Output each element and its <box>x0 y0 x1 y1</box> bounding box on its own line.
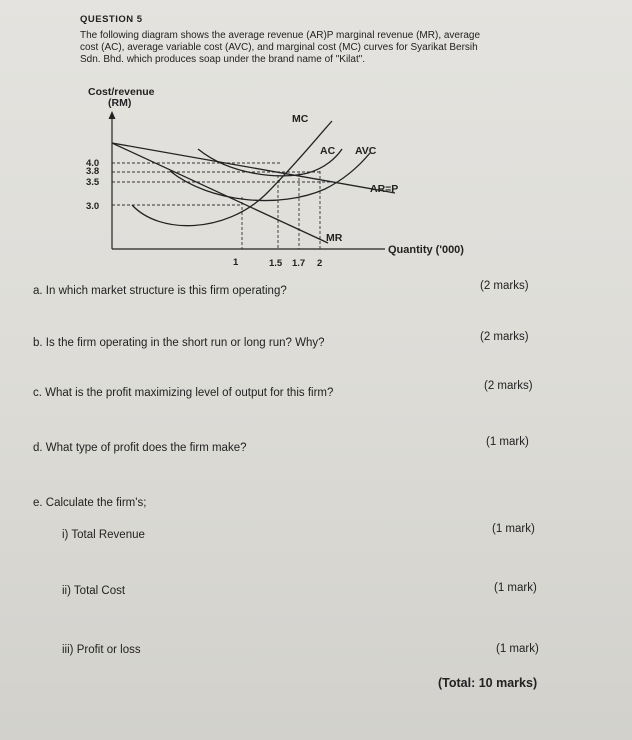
x-axis-label: Quantity ('000) <box>388 244 464 256</box>
mr-label: MR <box>326 232 343 244</box>
marks-b: (2 marks) <box>480 331 529 343</box>
marks-a: (2 marks) <box>480 280 529 292</box>
y-tick-label: 3.8 <box>86 166 100 177</box>
intro-line: The following diagram shows the average revenue (AR)P marginal revenue (MR), average <box>80 30 481 41</box>
y-tick-label: 3.5 <box>86 177 100 188</box>
question-e-i: i) Total Revenue <box>62 529 145 541</box>
x-tick-label: 1 <box>233 257 239 268</box>
y-axis-arrow <box>109 111 116 119</box>
avc-label: AVC <box>355 145 377 157</box>
marks-e-ii: (1 mark) <box>494 582 537 594</box>
avc-curve <box>170 153 370 201</box>
x-tick-label: 2 <box>317 258 323 269</box>
question-b: b. Is the firm operating in the short run or long run? Why? <box>33 337 325 349</box>
question-e-iii: iii) Profit or loss <box>62 644 141 656</box>
y-axis-unit: (RM) <box>108 97 132 109</box>
intro-line: Sdn. Bhd. which produces soap under the brand name of "Kilat". <box>80 54 366 65</box>
question-c: c. What is the profit maximizing level of output for this firm? <box>33 387 334 399</box>
ar-curve <box>112 143 395 193</box>
marks-e-i: (1 mark) <box>492 523 535 535</box>
question-title: QUESTION 5 <box>80 14 143 25</box>
y-tick-label: 4.0 <box>86 158 100 169</box>
y-axis-label: Cost/revenue <box>88 86 155 98</box>
y-tick-label: 3.0 <box>86 201 100 212</box>
ac-label: AC <box>320 145 336 157</box>
question-e-ii: ii) Total Cost <box>62 585 126 597</box>
question-d: d. What type of profit does the firm make? <box>33 442 247 454</box>
question-e: e. Calculate the firm's; <box>33 497 147 509</box>
mr-curve <box>112 143 328 243</box>
x-tick-label: 1.7 <box>292 258 306 269</box>
question-a: a. In which market structure is this firm operating? <box>33 285 287 297</box>
cost-revenue-diagram <box>70 85 530 280</box>
total-marks: (Total: 10 marks) <box>438 676 538 690</box>
x-tick-label: 1.5 <box>269 258 283 269</box>
marks-e-iii: (1 mark) <box>496 643 539 655</box>
intro-line: cost (AC), average variable cost (AVC), and marginal cost (MC) curves for Syarikat Bersih <box>80 42 478 53</box>
question-intro <box>80 30 550 66</box>
mc-curve <box>132 121 332 226</box>
marks-c: (2 marks) <box>484 380 533 392</box>
ar-label: AR=P <box>370 183 399 195</box>
marks-d: (1 mark) <box>486 436 529 448</box>
mc-label: MC <box>292 113 309 125</box>
